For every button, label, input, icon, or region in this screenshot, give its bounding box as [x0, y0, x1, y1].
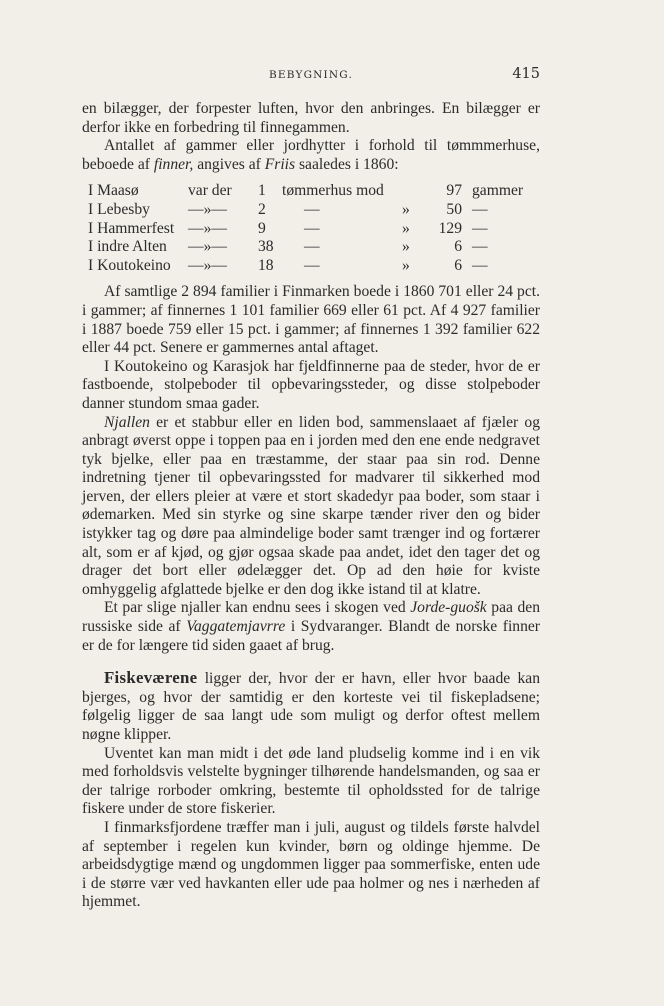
table-cell-unit1: tømmerhus mod — [282, 182, 384, 200]
table-cell-unit2: — — [472, 200, 488, 218]
paragraph-9: I finmarksfjordene træffer man i juli, august og tildels første halvdel af september i regelen kun kvinder, børn og oldinge hjemme. De arbeidsdygtige mænd og ungdommen ligger paa sommerfiske, enten ude i de større vær ved havkanten eller ude paa holmer og nes i nærheden af hjemmet. — [82, 818, 540, 911]
table-row — [88, 220, 523, 239]
paragraph-6 — [82, 599, 540, 655]
table-row — [88, 201, 523, 220]
paragraph-6-text-b: paa den russiske side af — [82, 599, 540, 636]
table-cell-rel: var der — [188, 182, 232, 200]
table-cell-unit2: gammer — [472, 182, 524, 200]
table-cell-place: I indre Alten — [88, 238, 167, 256]
paragraph-2-text-c: saaledes i 1860: — [295, 155, 399, 173]
table-cell-place: I Koutokeino — [88, 256, 171, 274]
table-cell-unit1: — — [304, 238, 320, 256]
table-cell-rel: —»— — [188, 238, 227, 256]
table-cell-unit1: — — [304, 219, 320, 237]
emphasis-finner: finner, — [153, 155, 194, 173]
table-cell-unit2: — — [472, 238, 488, 256]
table-cell-rel: —»— — [188, 219, 227, 237]
emphasis-place-1: Jorde-guošk — [410, 599, 487, 617]
table-cell-unit2: — — [472, 256, 488, 274]
table-cell-n2: 6 — [454, 238, 462, 256]
paragraph-6-text-c: i Sydvaranger. Blandt de norske finner er de for længere tid siden gaaet af brug. — [82, 618, 540, 654]
table-cell-unit1: — — [304, 256, 320, 274]
paragraph-2 — [82, 137, 540, 174]
running-title: BEBYGNING. — [268, 69, 354, 81]
table-cell-n2: 50 — [446, 200, 462, 218]
page-header — [82, 66, 540, 86]
table-cell-n1: 2 — [258, 200, 266, 218]
emphasis-friis: Friis — [264, 155, 296, 173]
paragraph-2-text-a: Antallet af gammer eller jordhytter i forhold til tømmmerhuse, beboede af — [82, 137, 540, 173]
paragraph-2-text-b: angives af — [193, 155, 265, 173]
table-cell-unit2: — — [472, 219, 488, 237]
paragraph-6-text-a: Et par slige njaller kan endnu sees i skogen ved — [104, 599, 411, 617]
table-cell-mark: » — [402, 200, 410, 218]
table-cell-n1: 1 — [258, 182, 266, 200]
table-cell-place: I Lebesby — [88, 200, 150, 218]
paragraph-3: Af samtlige 2 894 familier i Finmarken boede i 1860 701 eller 24 pct. i gammer; af finnernes 1 101 familier 669 eller 61 pct. Af 4 927 familier i 1887 boede 759 eller 15 pct. i gammer; af finnernes 1 392 familier 622 eller 44 pct. Senere er gammernes antal aftaget. — [82, 283, 540, 357]
table-row — [88, 257, 523, 276]
section-title: Fiskeværene — [104, 668, 198, 688]
paragraph-8: Uventet kan man midt i det øde land pludselig komme ind i en vik med forholdsvis velstelte bygninger tilhørende handelsmanden, og saa er der talrige rorboder omkring, bestemte til opholdssted for de talrige fiskere under de store fiskerier. — [82, 744, 540, 818]
table-cell-mark: » — [402, 219, 410, 237]
table-cell-rel: —»— — [188, 200, 227, 218]
emphasis-place-2: Vaggatemjavrre — [186, 618, 286, 636]
table-row — [88, 182, 523, 201]
paragraph-5 — [82, 414, 540, 600]
table-cell-n2: 129 — [438, 219, 462, 237]
emphasis-njallen: Njallen — [104, 413, 150, 431]
body-text — [82, 100, 540, 912]
table-cell-n1: 18 — [258, 256, 274, 274]
table-cell-n2: 97 — [446, 182, 462, 200]
paragraph-7-text: ligger der, hvor der er havn, eller hvor baade kan bjerges, og hvor der samtidig er den korteste vei til fiskepladsene; følgelig ligger de saa langt ude som muligt og derfor oftest mellem nøgne klipper. — [82, 670, 540, 743]
paragraph-4: I Koutokeino og Karasjok har fjeldfinnerne paa de steder, hvor de er fastboende, stolpeboder til opbevaringssteder, og disse stolpeboder danner stundom smaa gader. — [82, 357, 540, 412]
paragraph-1: en bilægger, der forpester luften, hvor den anbringes. En bilægger er derfor ikke en forbedring til finnegammen. — [82, 100, 540, 136]
table-row — [88, 238, 523, 257]
table-cell-unit1: — — [304, 200, 320, 218]
table-cell-n2: 6 — [454, 256, 462, 274]
table-cell-mark: » — [402, 256, 410, 274]
table-cell-n1: 9 — [258, 219, 266, 237]
page-number: 415 — [512, 66, 540, 82]
table-cell-place: I Hammerfest — [88, 219, 175, 237]
table-cell-mark: » — [402, 238, 410, 256]
table-cell-n1: 38 — [258, 238, 274, 256]
paragraph-7 — [82, 669, 540, 744]
housing-table — [88, 182, 523, 275]
table-cell-rel: —»— — [188, 256, 227, 274]
paragraph-5-text: er et stabbur eller en liden bod, sammenslaaet af fjæler og anbragt øverst oppe i toppen paa en i jorden med den ene ende nedgravet tyk bjelke, eller paa en træstamme, der staar paa sin rod. Denne indretning tjener til opbevaringssted for madvarer til sikkerhed mod jerven, der ellers pleier at være et stort skadedyr paa boder, som staar i ødemarken. Med sin styrke og sine skarpe tænder river den og bider istykker tag og døre paa almindelige boder samt trænger ind og fortærer alt, som er af kjød, og gjør ogsaa skade paa andet, idet den tager det og drager det bort eller ødelægger det. Op ad den høie for kviste omhyggelig afglattede bjelke er den dog ikke istand til at klatre. — [82, 413, 540, 598]
table-cell-place: I Maasø — [88, 182, 139, 200]
